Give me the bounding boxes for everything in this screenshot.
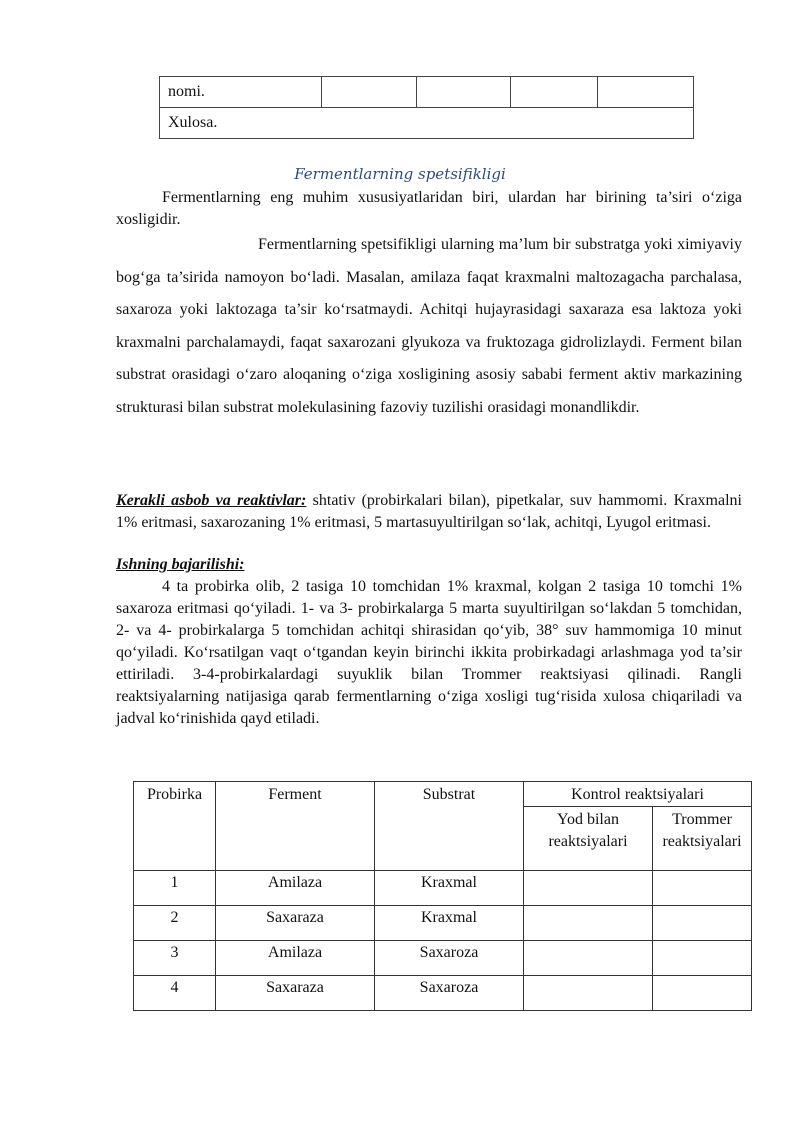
materials-lead: Kerakli asbob va reaktivlar: [116,492,307,509]
cell-probirka: 3 [134,941,216,976]
header-substrat: Substrat [375,782,524,871]
cell-yod [524,976,653,1011]
header-trommer: Trommer reaktsiyalari [653,807,752,871]
table-cell: Xulosa. [160,108,694,139]
cell-probirka: 4 [134,976,216,1011]
cell-probirka: 1 [134,871,216,906]
cell-ferment: Saxaraza [216,976,375,1011]
procedure-heading: Ishning bajarilishi: [116,556,245,573]
cell-substrat: Kraxmal [375,906,524,941]
table-cell [511,77,598,108]
cell-yod [524,906,653,941]
paragraph-intro [116,187,742,231]
section-heading: Fermentlarning spetsifikligi [294,165,506,183]
materials-paragraph [116,490,742,534]
cell-substrat: Saxaroza [375,941,524,976]
cell-substrat: Kraxmal [375,871,524,906]
cell-trommer [653,976,752,1011]
table-cell [321,77,416,108]
table-cell [598,77,694,108]
cell-ferment: Saxaraza [216,906,375,941]
paragraph-text: Fermentlarning spetsifikligi ularning ma’lum bir substratga yoki ximiyaviy bog‘ga ta’sirida namoyon bo‘ladi. Masalan, amilaza faqat kraxmalni maltozagacha parchalasa, saxaroza yoki laktozaga ta’sir ko‘rsatmaydi. Achitqi hujayrasidagi saxaraza esa laktoza yoki kraxmalni parchalamaydi, faqat saxarozani glyukoza va fruktozaga gidrolizlaydi. Ferment bilan substrat orasidagi o‘zaro aloqaning o‘ziga xosligining asosiy sababi ferment aktiv markazining strukturasi bilan substrat molekulasining fazoviy tuzilishi orasidagi monandlikdir. [116,236,742,416]
header-ferment: Ferment [216,782,375,871]
procedure-text: 4 ta probirka olib, 2 tasiga 10 tomchidan 1% kraxmal, kolgan 2 tasiga 10 tomchi 1% saxaroza eritmasi qo‘yiladi. 1- va 3- probirkalarga 5 marta suyultirilgan so‘lakdan 5 tomchidan, 2- va 4- probirkalarga 5 tomchidan achitqi shirasidan qo‘yib, 38° suv hammomiga 10 minut qo‘yiladi. Ko‘rsatilgan vaqt o‘tgandan keyin birinchi ikkita probirkadagi arlashmaga yod ta’sir ettiriladi. 3-4-probirkalardagi suyuklik bilan Trommer reaktsiyasi qilinadi. Rangli reaktsiyalarning natijasiga qarab fermentlarning o‘ziga xosligi tug‘risida xulosa chiqariladi va jadval ko‘rinishida qayd etiladi. [116,578,742,727]
table-row [134,906,752,941]
header-kontrol: Kontrol reaktsiyalari [524,782,752,807]
table-cell [416,77,511,108]
cell-ferment: Amilaza [216,941,375,976]
cell-trommer [653,906,752,941]
header-yod: Yod bilan reaktsiyalari [524,807,653,871]
cell-yod [524,941,653,976]
cell-probirka: 2 [134,906,216,941]
paragraph-text: Fermentlarning eng muhim xususiyatlaridan biri, ulardan har birining ta’siri o‘ziga xosligidir. [116,189,742,228]
paragraph-specificity [116,229,742,425]
table-cell: nomi. [160,77,322,108]
cell-yod [524,871,653,906]
table-row [160,108,694,139]
cell-trommer [653,871,752,906]
table-header-row [134,782,752,807]
table-row [160,77,694,108]
table-row [134,941,752,976]
table-row [134,871,752,906]
cell-trommer [653,941,752,976]
procedure-paragraph [116,576,742,730]
previous-table-fragment [159,76,694,139]
header-probirka: Probirka [134,782,216,871]
materials-text: shtativ (probirkalari bilan), pipetkalar, suv hammomi. Kraxmalni 1% eritmasi, saxarozaning 1% eritmasi, 5 martasuyultirilgan so‘lak, achitqi, Lyugol eritmasi. [116,492,742,531]
results-table [133,781,752,1011]
cell-substrat: Saxaroza [375,976,524,1011]
table-row [134,976,752,1011]
cell-ferment: Amilaza [216,871,375,906]
